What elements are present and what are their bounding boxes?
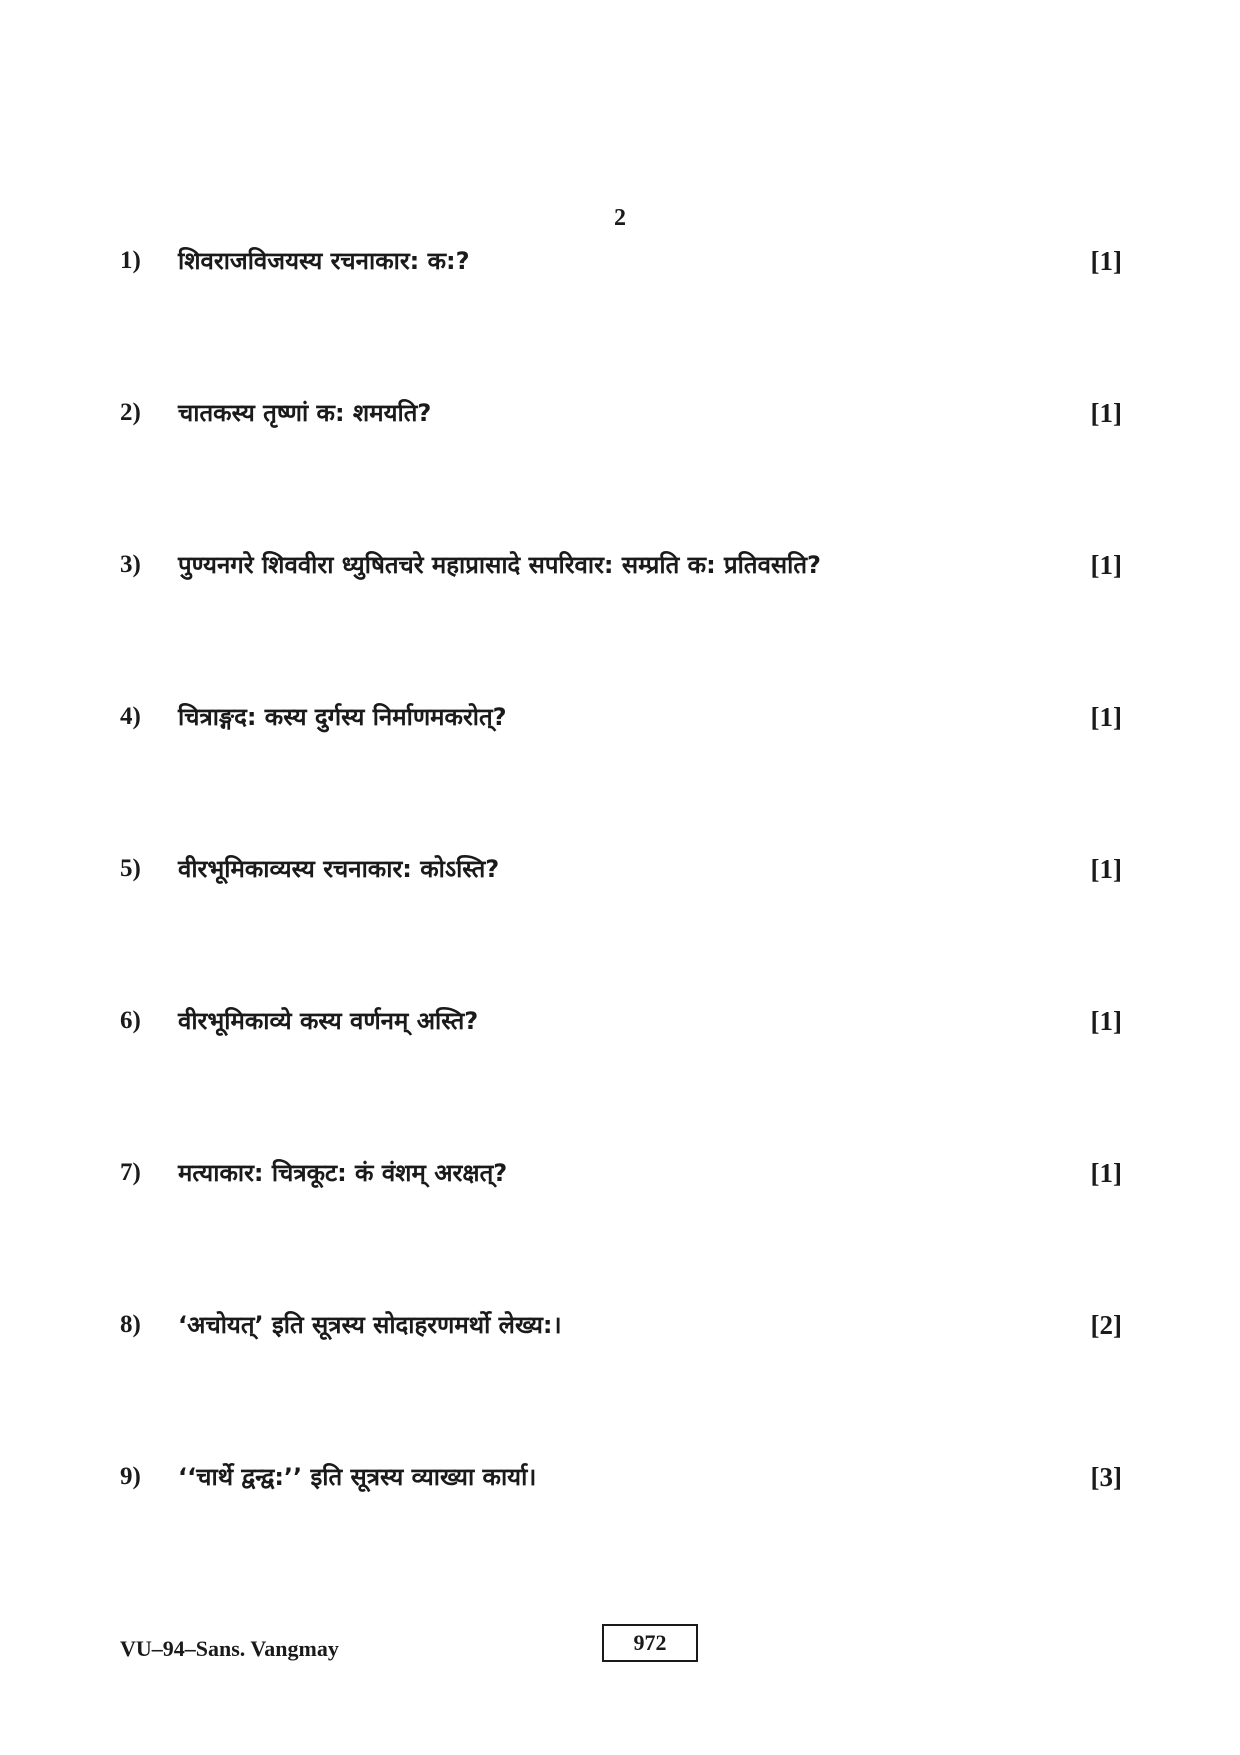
question-1 bbox=[0, 241, 1240, 281]
question-number: 6) bbox=[120, 1007, 141, 1034]
question-text: ‘‘चार्थे द्वन्द्व:’’ इति सूत्रस्य व्याख्या कार्या। bbox=[178, 1463, 537, 1491]
question-marks: [1] bbox=[1090, 1158, 1122, 1188]
question-text: वीरभूमिकाव्ये कस्य वर्णनम् अस्ति? bbox=[178, 1007, 479, 1035]
question-number: 3) bbox=[120, 551, 141, 578]
question-marks: [2] bbox=[1090, 1310, 1122, 1340]
question-marks: [3] bbox=[1090, 1462, 1122, 1492]
question-text: ‘अचोयत्’ इति सूत्रस्य सोदाहरणमर्थो लेख्य:। bbox=[178, 1311, 562, 1339]
footer-box-number: 972 bbox=[602, 1624, 698, 1662]
question-text: वीरभूमिकाव्यस्य रचनाकार: कोऽस्ति? bbox=[178, 855, 500, 883]
question-9 bbox=[0, 1457, 1240, 1497]
question-marks: [1] bbox=[1090, 1006, 1122, 1036]
question-number: 4) bbox=[120, 703, 141, 730]
question-number: 1) bbox=[120, 247, 141, 274]
question-marks: [1] bbox=[1090, 398, 1122, 428]
question-8 bbox=[0, 1305, 1240, 1345]
question-text: पुण्यनगरे शिववीरा ध्युषितचरे महाप्रासादे सपरिवार: सम्प्रति क: प्रतिवसति? bbox=[178, 551, 821, 579]
question-marks: [1] bbox=[1090, 246, 1122, 276]
footer-paper-code: VU–94–Sans. Vangmay bbox=[120, 1636, 339, 1661]
question-marks: [1] bbox=[1090, 854, 1122, 884]
question-marks: [1] bbox=[1090, 550, 1122, 580]
question-7 bbox=[0, 1153, 1240, 1193]
question-6 bbox=[0, 1001, 1240, 1041]
question-4 bbox=[0, 697, 1240, 737]
question-text: चित्राङ्गद: कस्य दुर्गस्य निर्माणमकरोत्? bbox=[178, 703, 507, 731]
question-text: चातकस्य तृष्णां क: शमयति? bbox=[178, 399, 432, 427]
question-number: 8) bbox=[120, 1311, 141, 1338]
question-5 bbox=[0, 849, 1240, 889]
question-text: मत्याकार: चित्रकूट: कं वंशम् अरक्षत्? bbox=[178, 1159, 508, 1187]
question-number: 9) bbox=[120, 1463, 141, 1490]
question-number: 5) bbox=[120, 855, 141, 882]
question-number: 2) bbox=[120, 399, 141, 426]
question-number: 7) bbox=[120, 1159, 141, 1186]
question-3 bbox=[0, 545, 1240, 585]
page-number: 2 bbox=[614, 205, 626, 231]
question-marks: [1] bbox=[1090, 702, 1122, 732]
question-text: शिवराजविजयस्य रचनाकार: क:? bbox=[178, 247, 470, 275]
question-2 bbox=[0, 393, 1240, 433]
